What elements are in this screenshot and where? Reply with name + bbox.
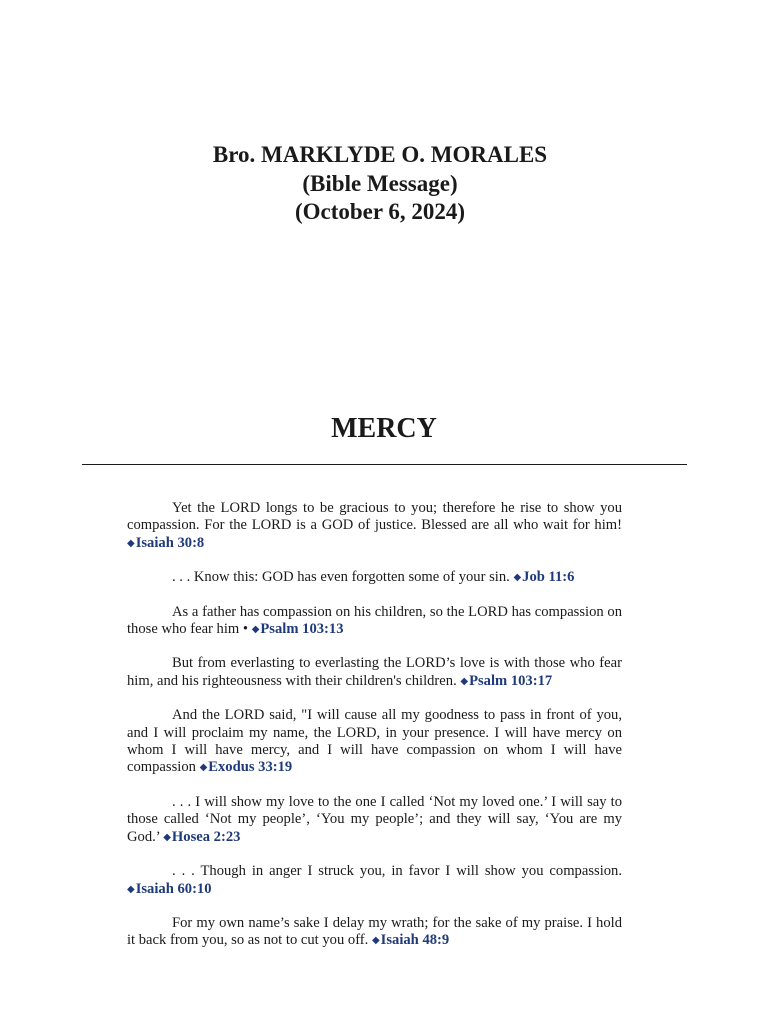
diamond-bullet-icon: ◆ (371, 935, 380, 947)
reference-label: Psalm 103:13 (260, 621, 344, 638)
scripture-reference (127, 881, 212, 897)
verse-text: Yet the LORD longs to be gracious to you; therefore he rise to show you compassion. For the LORD is a GOD of justice. Blessed are all who wait for him! (127, 500, 622, 534)
scripture-reference (200, 759, 293, 775)
message-type: (Bible Message) (302, 170, 458, 196)
verse-paragraph (127, 707, 622, 777)
verse-text: But from everlasting to everlasting the LORD’s love is with those who fear him, and his righteousness with their children's children. (127, 655, 622, 689)
verse-paragraph (127, 604, 622, 639)
scripture-reference (513, 569, 574, 585)
reference-label: Psalm 103:17 (469, 672, 553, 689)
verse-paragraph (127, 500, 622, 552)
verse-text: For my own name’s sake I delay my wrath; for the sake of my praise. I hold it back from you, so as not to cut you off. (127, 914, 622, 949)
diamond-bullet-icon: ◆ (199, 762, 208, 774)
diamond-bullet-icon: ◆ (127, 883, 135, 895)
author-name: Bro. MARKLYDE O. MORALES (212, 142, 548, 167)
scripture-reference (372, 932, 449, 948)
reference-label: Hosea 2:23 (171, 828, 241, 845)
reference-label: Exodus 33:19 (208, 759, 293, 776)
reference-label: Isaiah 48:9 (380, 932, 450, 949)
verse-paragraph (127, 863, 622, 898)
verse-list (127, 500, 622, 967)
message-date: (October 6, 2024) (294, 199, 466, 224)
diamond-bullet-icon: ◆ (127, 537, 135, 549)
title-divider (82, 464, 687, 465)
diamond-bullet-icon: ◆ (513, 572, 522, 584)
scripture-reference (127, 535, 204, 551)
verse-text: . . . Though in anger I struck you, in favor I will show you compassion. (172, 863, 622, 880)
scripture-reference (163, 829, 240, 845)
verse-paragraph (127, 569, 622, 586)
document-header (0, 141, 760, 227)
verse-paragraph (127, 915, 622, 950)
diamond-bullet-icon: ◆ (163, 831, 171, 843)
reference-label: Job 11:6 (522, 569, 575, 586)
diamond-bullet-icon: ◆ (251, 624, 260, 636)
reference-label: Isaiah 30:8 (135, 534, 205, 551)
verse-text: As a father has compassion on his children, so the LORD has compassion on those who fear him • (127, 603, 622, 638)
verse-text: And the LORD said, "I will cause all my goodness to pass in front of you, and I will proclaim my name, the LORD, in your presence. I will have mercy on whom I will have mercy, and I will have compassion on whom I will have compassion (127, 707, 622, 776)
verse-text: . . . Know this: GOD has even forgotten some of your sin. (172, 569, 510, 586)
page-title: MERCY (331, 413, 437, 444)
diamond-bullet-icon: ◆ (460, 675, 469, 687)
reference-label: Isaiah 60:10 (135, 880, 212, 897)
verse-paragraph (127, 794, 622, 846)
scripture-reference (252, 621, 344, 637)
scripture-reference (460, 673, 552, 689)
verse-paragraph (127, 655, 622, 690)
verse-text: . . . I will show my love to the one I called ‘Not my loved one.’ I will say to those called ‘Not my people’, ‘You my people’; and they will say, ‘You are my God.’ (127, 793, 622, 845)
